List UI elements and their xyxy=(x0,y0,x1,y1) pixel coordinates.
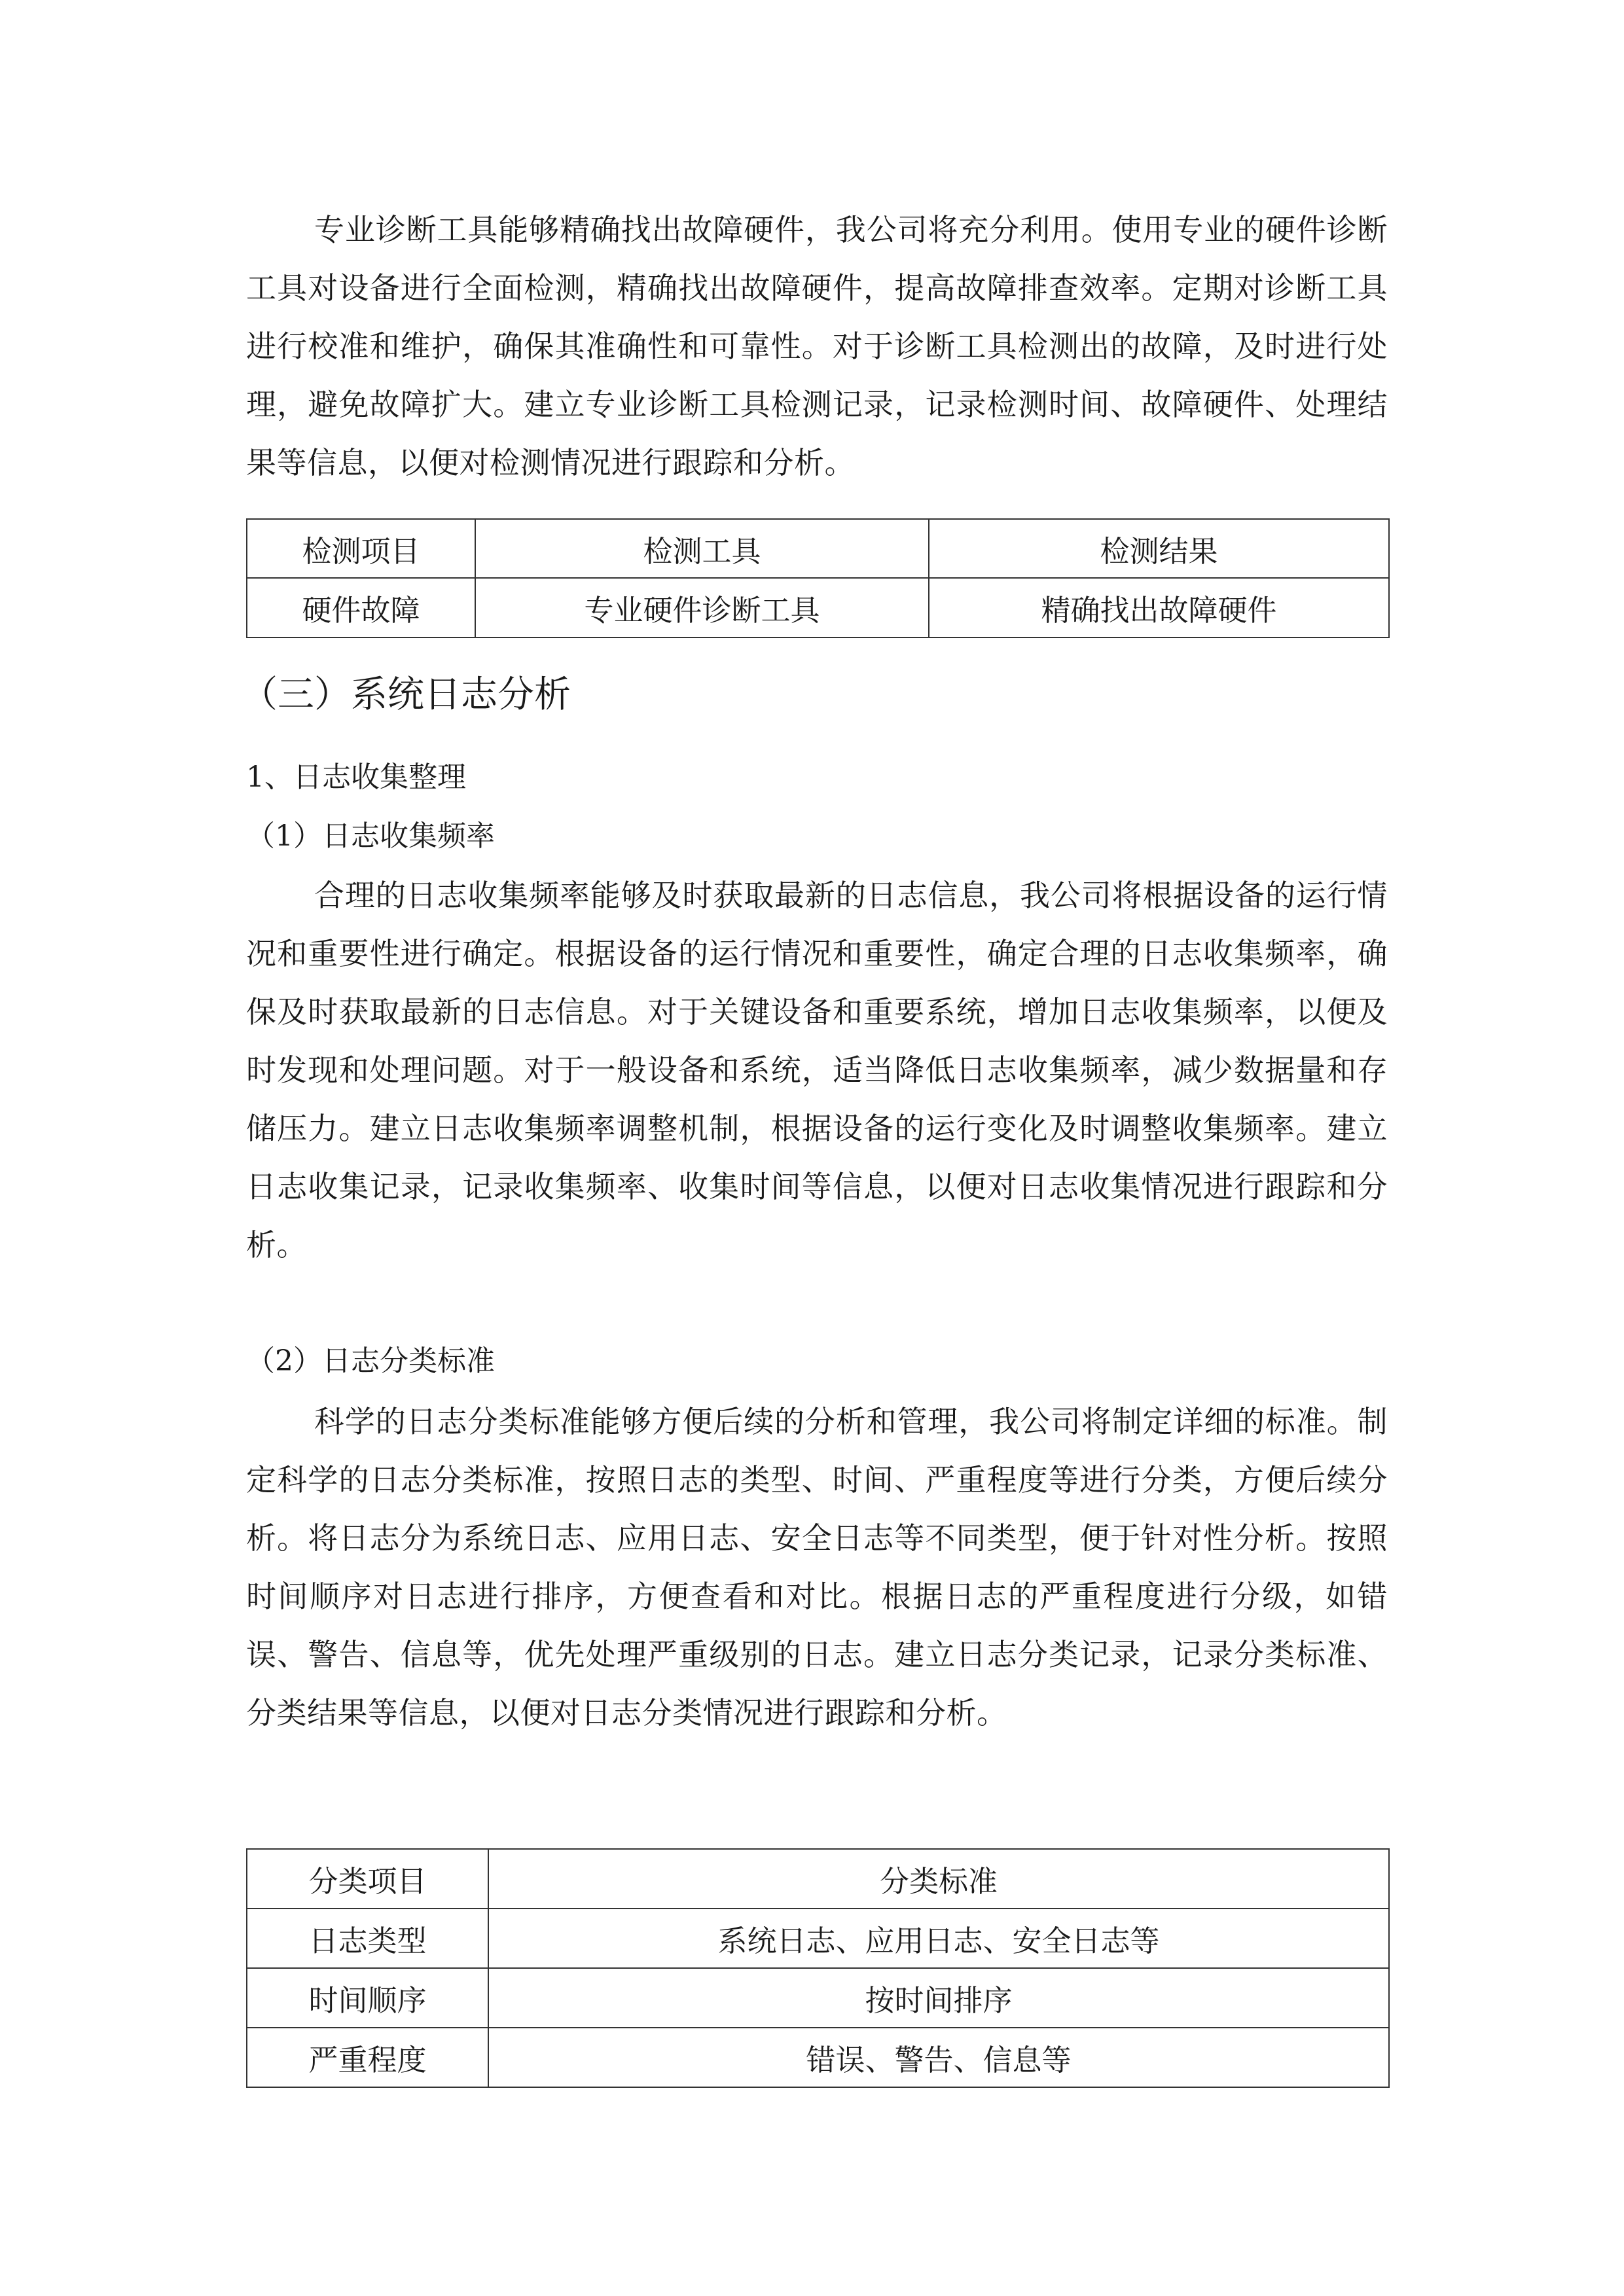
table-cell: 按时间排序 xyxy=(488,1968,1389,2028)
table-cell: 专业硬件诊断工具 xyxy=(475,578,929,637)
subheading-collection-frequency: （1）日志收集频率 xyxy=(246,819,495,853)
table-header-row xyxy=(247,1849,1389,1909)
table-cell: 时间顺序 xyxy=(247,1968,488,2028)
paragraph-diagnostic-tools: 专业诊断工具能够精确找出故障硬件，我公司将充分利用。使用专业的硬件诊断工具对设备进行全面检测，精确找出故障硬件，提高故障排查效率。定期对诊断工具进行校准和维护，确保其准确性和可靠性。对于诊断工具检测出的故障，及时进行处理，避免故障扩大。建立专业诊断工具检测记录，记录检测时间、故障硬件、处理结果等信息，以便对检测情况进行跟踪和分析。 xyxy=(246,212,1388,480)
table-cell: 错误、警告、信息等 xyxy=(488,2028,1389,2087)
section-heading: （三）系统日志分析 xyxy=(241,673,571,716)
table-row xyxy=(247,2028,1389,2087)
table-header-cell: 检测项目 xyxy=(247,519,475,578)
table-header-cell: 分类项目 xyxy=(247,1849,488,1909)
table-cell: 精确找出故障硬件 xyxy=(929,578,1389,637)
table-header-cell: 检测结果 xyxy=(929,519,1389,578)
table-row xyxy=(247,1909,1389,1968)
table-header-row xyxy=(247,519,1389,578)
table-cell: 日志类型 xyxy=(247,1909,488,1968)
paragraph-collection-frequency: 合理的日志收集频率能够及时获取最新的日志信息，我公司将根据设备的运行情况和重要性进行确定。根据设备的运行情况和重要性，确定合理的日志收集频率，确保及时获取最新的日志信息。对于关键设备和重要系统，增加日志收集频率，以便及时发现和处理问题。对于一般设备和系统，适当降低日志收集频率，减少数据量和存储压力。建立日志收集频率调整机制，根据设备的运行变化及时调整收集频率。建立日志收集记录，记录收集频率、收集时间等信息，以便对日志收集情况进行跟踪和分析。 xyxy=(246,878,1388,1263)
classification-table xyxy=(246,1848,1390,2088)
subheading-classification-standard: （2）日志分类标准 xyxy=(246,1344,495,1378)
subheading-log-collection: 1、日志收集整理 xyxy=(246,761,466,794)
table-cell: 严重程度 xyxy=(247,2028,488,2087)
table-header-cell: 分类标准 xyxy=(488,1849,1389,1909)
table-cell: 系统日志、应用日志、安全日志等 xyxy=(488,1909,1389,1968)
table-cell: 硬件故障 xyxy=(247,578,475,637)
detection-table xyxy=(246,518,1390,638)
paragraph-classification-standard: 科学的日志分类标准能够方便后续的分析和管理，我公司将制定详细的标准。制定科学的日志分类标准，按照日志的类型、时间、严重程度等进行分类，方便后续分析。将日志分为系统日志、应用日志、安全日志等不同类型，便于针对性分析。按照时间顺序对日志进行排序，方便查看和对比。根据日志的严重程度进行分级，如错误、警告、信息等，优先处理严重级别的日志。建立日志分类记录，记录分类标准、分类结果等信息，以便对日志分类情况进行跟踪和分析。 xyxy=(246,1404,1388,1731)
table-row xyxy=(247,578,1389,637)
table-header-cell: 检测工具 xyxy=(475,519,929,578)
table-row xyxy=(247,1968,1389,2028)
